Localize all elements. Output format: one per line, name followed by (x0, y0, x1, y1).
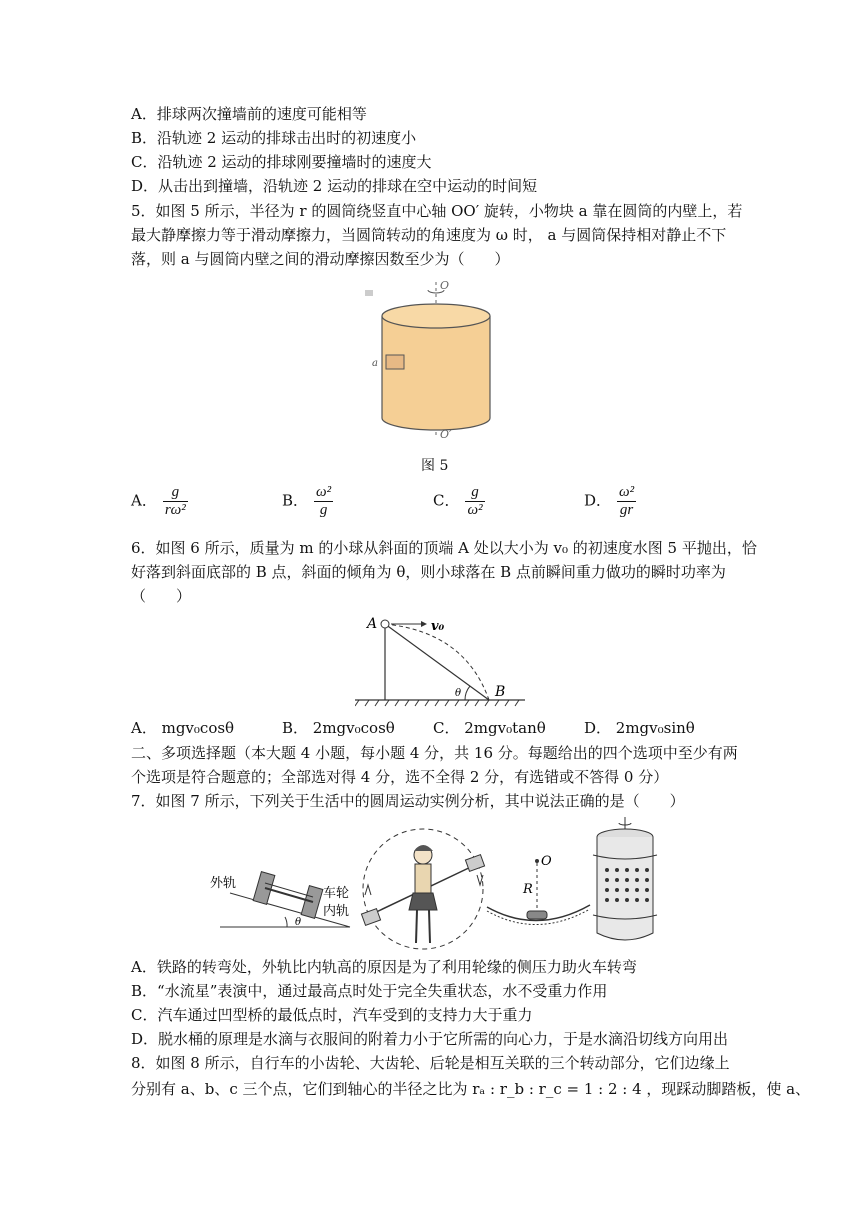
q7-option-d: D．脱水桶的原理是水滴与衣服间的附着力小于它所需的向心力，于是水滴沿切线方向用出 (131, 1030, 729, 1048)
q6-option-b: B． 2mgv₀cosθ (282, 719, 395, 737)
corner-mark (365, 290, 373, 296)
label-inner-rail: 内轨 (323, 904, 350, 919)
label-v0: v₀ (431, 619, 445, 634)
q6-stem-line1: 6．如图 6 所示，质量为 m 的小球从斜面的顶端 A 处以大小为 v₀ 的初速度水图 5 平抛出，恰 (131, 539, 757, 557)
label-b: B (495, 684, 506, 700)
q4-option-c: C．沿轨迹 2 运动的排球刚要撞墙时的速度大 (131, 153, 432, 171)
q7-option-b: B．“水流星”表演中，通过最高点时处于完全失重状态，水不受重力作用 (131, 982, 608, 1000)
incline-slope (385, 624, 489, 700)
q7-stem: 7．如图 7 所示，下列关于生活中的圆周运动实例分析，其中说法正确的是（ ） (131, 792, 685, 810)
q7-option-c: C．汽车通过凹型桥的最低点时，汽车受到的支持力大于重力 (131, 1006, 533, 1024)
label-a: a (372, 358, 378, 369)
q4-option-d: D．从击出到撞墙，沿轨迹 2 运动的排球在空中运动的时间短 (131, 177, 538, 195)
spin-dryer-diagram (593, 817, 657, 940)
block-a (386, 355, 404, 369)
q6-stem-line3: （ ） (131, 587, 192, 605)
q4-option-a: A．排球两次撞墙前的速度可能相等 (131, 105, 367, 123)
label-o: O (541, 854, 552, 869)
q5-option-b: B． $\frac{\text{ω²}}{g}$ (282, 484, 332, 518)
q8-stem-line1: 8．如图 8 所示，自行车的小齿轮、大齿轮、后轮是相互关联的三个转动部分，它们边缘上 (131, 1054, 730, 1072)
section2-heading-line2: 个选项是符合题意的；全部选对得 4 分，选不全得 2 分，有选错或不答得 0 分） (131, 768, 669, 786)
q5-stem-line1: 5．如图 5 所示，半径为 r 的圆筒绕竖直中心轴 OO′ 旋转，小物块 a 靠在圆筒的内壁上，若 (131, 202, 743, 220)
label-theta: θ (455, 688, 462, 699)
q7-option-a: A．铁路的转弯处，外轨比内轨高的原因是为了利用轮缘的侧压力助火车转弯 (131, 958, 637, 976)
q5-stem-line2: 最大静摩擦力等于滑动摩擦力，当圆筒转动的角速度为 ω 时， a 与圆筒保持相对静止不下 (131, 226, 727, 244)
figure-5-cylinder (360, 276, 500, 446)
figure-6-incline (355, 612, 525, 712)
q5-stem-line3: 落，则 a 与圆筒内壁之间的滑动摩擦因数至少为（ ） (131, 250, 510, 268)
q6-option-a: A． mgv₀cosθ (131, 719, 235, 737)
cylinder-body (382, 316, 490, 430)
label-wheel: 车轮 (323, 886, 350, 901)
label-r: R (523, 882, 533, 897)
q8-stem-line2: 分别有 a、b、c 三个点，它们到轴心的半径之比为 rₐ : r_b : r_c = 1 : 2 : 4 ，现踩动脚踏板，使 a、 (131, 1080, 811, 1098)
label-o-top: O (440, 279, 450, 292)
water-meteor-diagram (361, 829, 484, 949)
figure-7-examples (205, 815, 665, 960)
velocity-arrow-icon (421, 621, 427, 627)
label-a: A (367, 616, 378, 632)
q6-option-d: D． 2mgv₀sinθ (584, 719, 695, 737)
label-o-bottom: O′ (440, 428, 452, 441)
railway-diagram (210, 872, 350, 928)
q6-stem-line2: 好落到斜面底部的 B 点，斜面的倾角为 θ，则小球落在 B 点前瞬间重力做功的瞬时功率为 (131, 563, 726, 581)
q5-option-a: A． $\frac{g}{\text{rω²}}$ (131, 484, 186, 518)
label-outer-rail: 外轨 (210, 876, 237, 891)
cylinder-top (382, 304, 490, 328)
label-theta: θ (295, 917, 302, 928)
ball (381, 620, 389, 628)
q5-option-c: C． $\frac{g}{\text{ω²}}$ (433, 484, 483, 518)
q6-option-c: C． 2mgv₀tanθ (433, 719, 546, 737)
q5-option-d: D． $\frac{\text{ω²}}{gr}$ (584, 484, 635, 518)
figure-5-caption: 图 5 (421, 458, 449, 474)
section2-heading-line1: 二、多项选择题（本大题 4 小题，每小题 4 分，共 16 分。每题给出的四个选项中至少有两 (131, 744, 738, 762)
concave-bridge-diagram (487, 854, 590, 925)
q4-option-b: B．沿轨迹 2 运动的排球击出时的初速度小 (131, 129, 417, 147)
